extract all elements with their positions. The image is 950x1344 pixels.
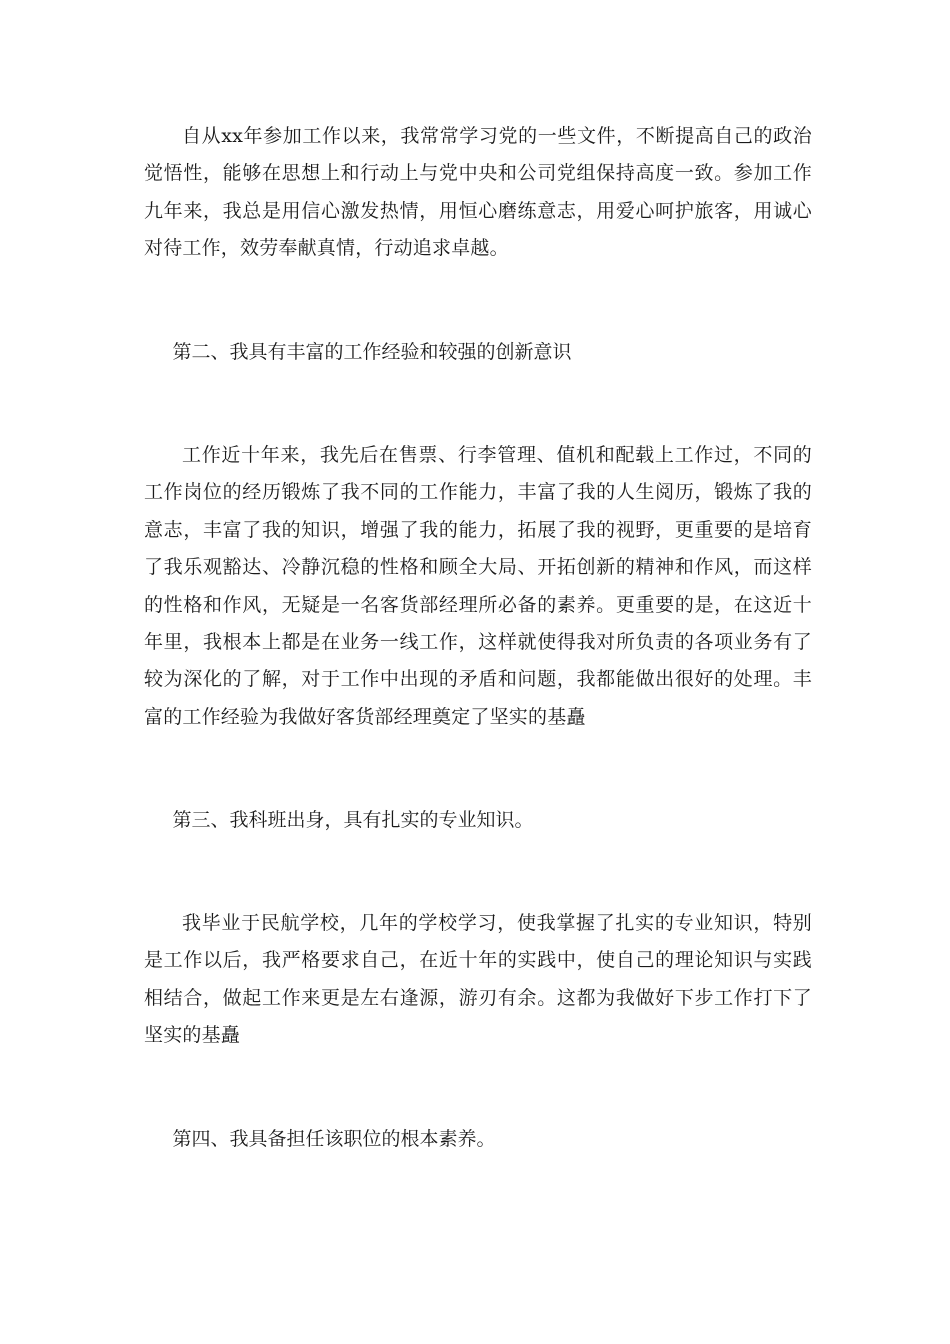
paragraph-professional-knowledge: 我毕业于民航学校，几年的学校学习，使我掌握了扎实的专业知识，特别是工作以后，我严格要求自己，在近十年的实践中，使自己的理论知识与实践相结合，做起工作来更是左右逢源，游刃有余。这都为我做好下步工作打下了坚实的基矗	[144, 912, 812, 1047]
heading-fourth-point: 第四、我具备担任该职位的根本素养。	[172, 1128, 496, 1150]
paragraph-work-experience: 工作近十年来，我先后在售票、行李管理、值机和配载上工作过，不同的工作岗位的经历锻炼了我不同的工作能力，丰富了我的人生阅历，锻炼了我的意志，丰富了我的知识，增强了我的能力，拓展了我的视野，更重要的是培育了我乐观豁达、冷静沉稳的性格和顾全大局、开拓创新的精神和作风，而这样的性格和作风，无疑是一名客货部经理所必备的素养。更重要的是，在这近十年里，我根本上都是在业务一线工作，这样就使得我对所负责的各项业务有了较为深化的了解，对于工作中出现的矛盾和问题，我都能做出很好的处理。丰富的工作经验为我做好客货部经理奠定了坚实的基矗	[144, 444, 812, 728]
heading-second-point: 第二、我具有丰富的工作经验和较强的创新意识	[172, 341, 572, 363]
heading-third-point: 第三、我科班出身，具有扎实的专业知识。	[172, 809, 534, 831]
paragraph-political-awareness: 自从xx年参加工作以来，我常常学习党的一些文件，不断提高自己的政治觉悟性，能够在思想上和行动上与党中央和公司党组保持高度一致。参加工作九年来，我总是用信心激发热情，用恒心磨练意志，用爱心呵护旅客，用诚心对待工作，效劳奉献真情，行动追求卓越。	[144, 125, 812, 260]
